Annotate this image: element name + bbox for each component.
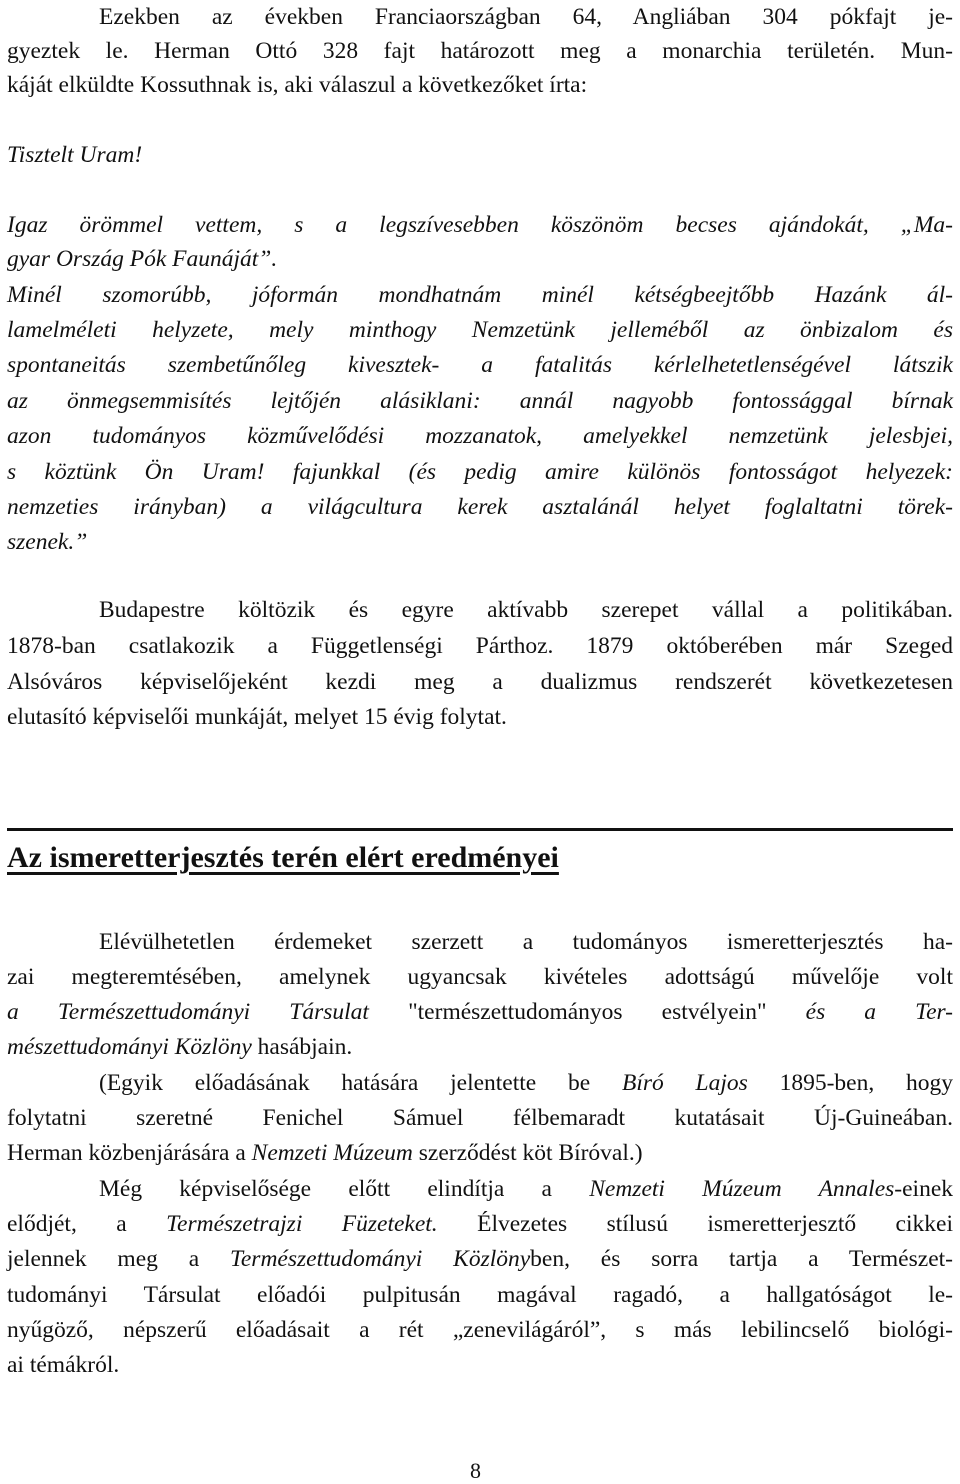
plain-text: Élvezetes stílusú ismeretterjesztő cikkei [437,1211,953,1237]
letter-line: spontaneitás szembetűnőleg kivesztek- a fatalitás kérlelhetetlenségével látszik [7,352,953,378]
plain-text: ben, és sorra tartja a Természet- [530,1246,953,1272]
page-number: 8 [470,1458,481,1483]
paragraph-line: tudományi Társulat előadói pulpitusán magával ragadó, a hallgatóságot le- [7,1282,953,1308]
paragraph-line [99,1066,953,1100]
letter-line: nemzeties irányban) a világcultura kerek asztalánál helyet foglaltatni törek- [7,494,953,520]
plain-text: (Egyik előadásának hatására jelentette be [99,1070,622,1096]
letter-line: az önmegsemmisítés lejtőjén alásiklani: annál nagyobb fontossággal bírnak [7,388,953,414]
italic-text: Nemzeti Múzeum Annales [589,1176,895,1202]
italic-text: Bíró Lajos [621,1070,748,1096]
plain-text: elődjét, a [7,1211,167,1237]
paragraph-line: elutasító képviselői munkáját, melyet 15 évig folytat. [7,704,507,730]
italic-text: Nemzeti Múzeum [251,1140,413,1166]
paragraph-line: Elévülhetetlen érdemeket szerzett a tudományos ismeretterjesztés ha- [99,929,953,955]
paragraph-line [7,1242,953,1276]
paragraph-line: folytatni szeretné Fenichel Sámuel félbemaradt kutatásait Új-Guineában. [7,1105,953,1131]
paragraph-line [7,995,953,1029]
letter-line: szenek.” [7,529,88,555]
section-divider [7,828,953,831]
paragraph-line [99,1172,953,1206]
italic-text: és a Ter- [805,999,954,1025]
letter-salutation: Tisztelt Uram! [7,142,143,168]
plain-text: hasábjain. [251,1034,353,1060]
plain-text: szerződést köt Bíróval.) [412,1140,643,1166]
italic-text: Természetrajzi Füzeteket. [166,1211,438,1237]
section-heading: Az ismeretterjesztés terén elért eredményei [7,841,559,874]
italic-text: Természettudományi Közlöny [229,1246,531,1272]
paragraph-line: Ezekben az években Franciaországban 64, Angliában 304 pókfajt je- [99,4,953,30]
letter-line: azon tudományos közművelődési mozzanatok, amelyekkel nemzetünk jelesbjei, [7,423,953,449]
letter-line: Minél szomorúbb, jóformán mondhatnám minél kétségbeejtőbb Hazánk ál- [7,282,953,308]
paragraph-line: káját elküldte Kossuthnak is, aki válaszul a következőket írta: [7,72,588,98]
letter-line: s köztünk Ön Uram! fajunkkal (és pedig amire különös fontosságot helyezek: [7,459,953,485]
italic-text: mészettudományi Közlöny [7,1034,252,1060]
paragraph-line: zai megteremtésében, amelynek ugyancsak kivételes adottságú művelője volt [7,964,953,990]
plain-text: 1895-ben, hogy [747,1070,953,1096]
paragraph-line: Budapestre költözik és egyre aktívabb szerepet vállal a politikában. [99,597,953,623]
letter-line: Igaz örömmel vettem, s a legszívesebben köszönöm becses ajándokát, „Ma- [7,212,953,238]
paragraph-line [7,1136,953,1170]
paragraph-line: 1878-ban csatlakozik a Függetlenségi Párthoz. 1879 októberében már Szeged [7,633,953,659]
paragraph-line: ai témákról. [7,1352,120,1378]
plain-text: jelennek meg a [7,1246,230,1272]
italic-text: a Természettudományi Társulat [7,999,369,1025]
plain-text: Herman közbenjárására a [7,1140,252,1166]
paragraph-line: gyeztek le. Herman Ottó 328 fajt határozott meg a monarchia területén. Mun- [7,38,953,64]
paragraph-line [7,1030,953,1064]
paragraph-line: nyűgöző, népszerű előadásait a rét „zenevilágáról”, s más lebilincselő biológi- [7,1317,953,1343]
paragraph-line [7,1207,953,1241]
plain-text: "természettudományos estvélyein" [368,999,806,1025]
plain-text: -einek [894,1176,953,1202]
letter-line: gyar Ország Pók Faunáját”. [7,246,278,272]
paragraph-line: Alsóváros képviselőjeként kezdi meg a dualizmus rendszerét következetesen [7,669,953,695]
plain-text: Még képviselősége előtt elindítja a [99,1176,590,1202]
letter-line: lamelméleti helyzete, mely minthogy Nemzetünk jelleméből az önbizalom és [7,317,953,343]
